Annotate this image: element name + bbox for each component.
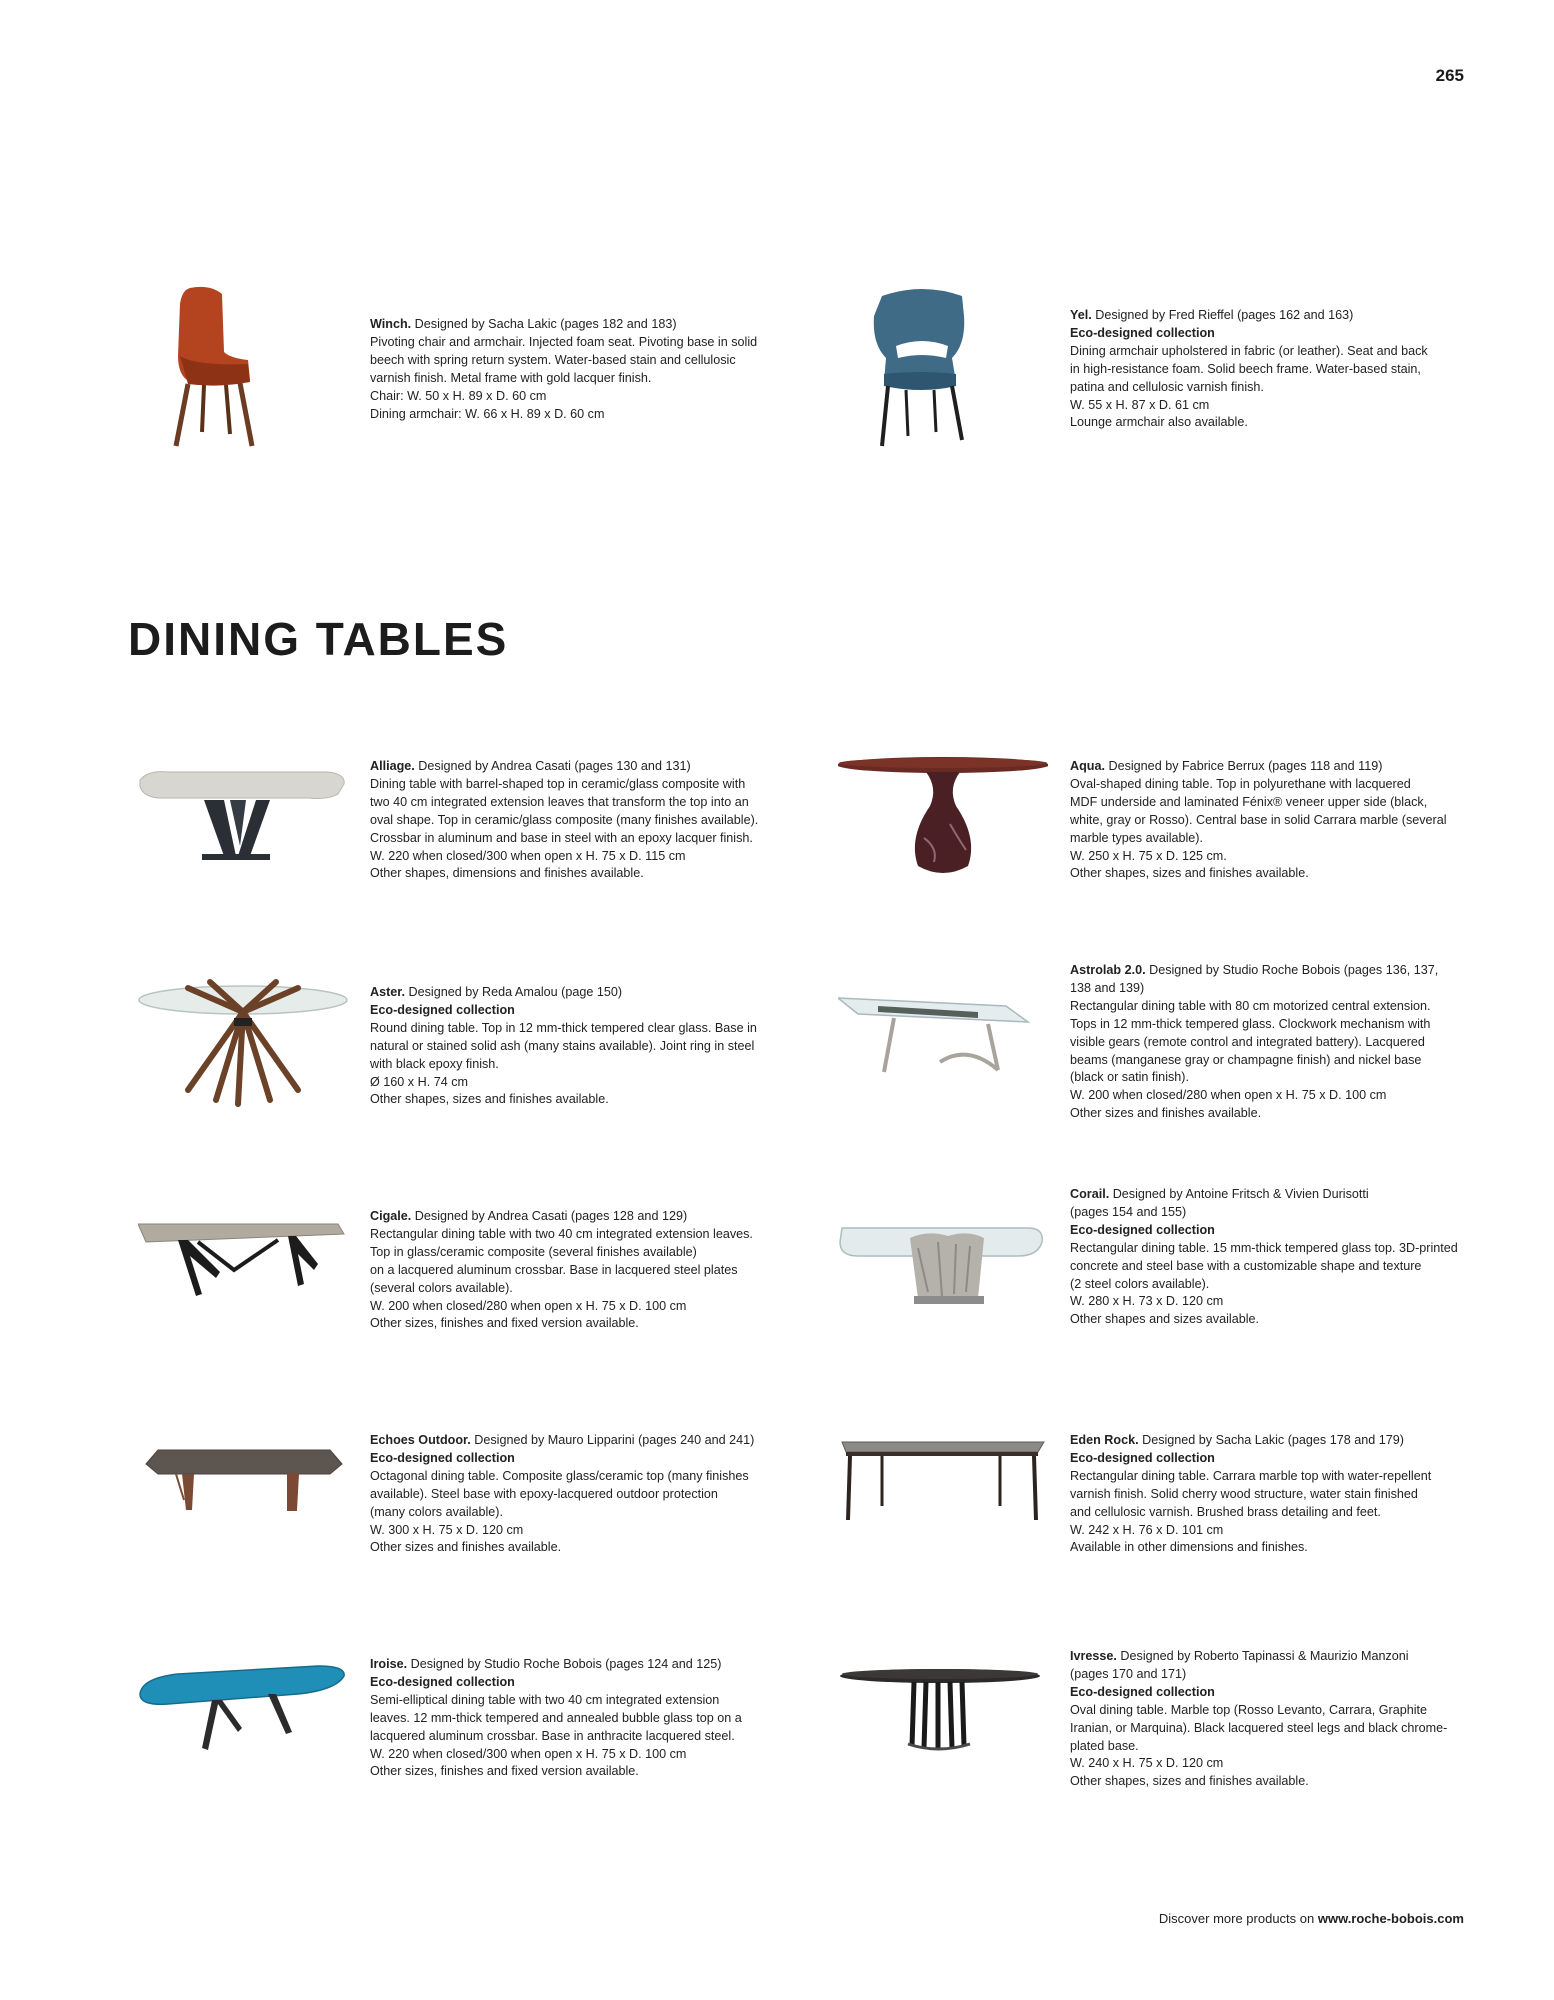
product-credit-cont: (pages 170 and 171) (1070, 1666, 1187, 1681)
desc-line: W. 280 x H. 73 x D. 120 cm (1070, 1294, 1224, 1309)
glass-concrete-table-image (838, 1186, 1048, 1366)
product-description (370, 1208, 778, 1333)
product-echoes-outdoor (138, 1410, 778, 1590)
product-credit-cont: 138 and 139) (1070, 980, 1145, 995)
desc-line: beams (manganese gray or champagne finish) and nickel base (1070, 1052, 1422, 1067)
page-number: 265 (1435, 66, 1464, 85)
product-winch (138, 286, 778, 466)
desc-line: W. 242 x H. 76 x D. 101 cm (1070, 1522, 1224, 1537)
section-title: DINING TABLES (128, 613, 509, 665)
product-name: Aster. (370, 985, 406, 999)
desc-line: Other shapes, sizes and finishes available. (1070, 866, 1309, 881)
product-credit: Designed by Sacha Lakic (pages 178 and 179) (1138, 1433, 1404, 1447)
product-description (370, 1656, 778, 1781)
product-description (1070, 962, 1478, 1123)
product-description (1070, 307, 1478, 432)
desc-line: Other shapes, sizes and finishes available. (370, 1092, 609, 1107)
desc-line: available). Steel base with epoxy-lacquered outdoor protection (370, 1486, 718, 1501)
desc-line: MDF underside and laminated Fénix® veneer upper side (black, (1070, 794, 1428, 809)
eco-label: Eco-designed collection (1070, 1222, 1215, 1237)
product-aqua (838, 738, 1478, 918)
eco-label: Eco-designed collection (370, 1002, 515, 1017)
desc-line: leaves. 12 mm-thick tempered and annealed bubble glass top on a (370, 1710, 742, 1725)
product-credit: Designed by Andrea Casati (pages 128 and 129) (411, 1209, 688, 1223)
eco-label: Eco-designed collection (1070, 1684, 1215, 1699)
marble-pedestal-table-image (838, 738, 1048, 918)
product-description (370, 758, 778, 883)
desc-line: W. 200 when closed/280 when open x H. 75 x D. 100 cm (1070, 1088, 1387, 1103)
desc-line: Iranian, or Marquina). Black lacquered steel legs and black chrome- (1070, 1720, 1448, 1735)
product-credit: Designed by Andrea Casati (pages 130 and 131) (414, 759, 691, 773)
desc-line: (2 steel colors available). (1070, 1276, 1210, 1291)
desc-line: Dining table with barrel-shaped top in ceramic/glass composite with (370, 776, 746, 791)
blue-glass-table-image (138, 1634, 348, 1814)
eco-label: Eco-designed collection (370, 1450, 515, 1465)
product-description (1070, 1186, 1478, 1329)
desc-line: W. 300 x H. 75 x D. 120 cm (370, 1522, 524, 1537)
product-credit: Designed by Mauro Lipparini (pages 240 and 241) (470, 1433, 755, 1447)
product-credit: Designed by Roberto Tapinassi & Maurizio Manzoni (1116, 1649, 1409, 1663)
desc-line: Rectangular dining table with 80 cm motorized central extension. (1070, 998, 1431, 1013)
footer-text: Discover more products on (1158, 1911, 1318, 1926)
desc-line: W. 220 when closed/300 when open x H. 75 x D. 100 cm (370, 1746, 687, 1761)
desc-line: Oval-shaped dining table. Top in polyurethane with lacquered (1070, 776, 1411, 791)
desc-line: white, gray or Rosso). Central base in solid Carrara marble (several (1070, 812, 1447, 827)
desc-line: W. 240 x H. 75 x D. 120 cm (1070, 1756, 1224, 1771)
product-name: Cigale. (370, 1209, 412, 1223)
oval-marble-table-image (838, 1634, 1048, 1814)
product-description (1070, 1432, 1478, 1557)
desc-line: on a lacquered aluminum crossbar. Base in lacquered steel plates (370, 1262, 738, 1277)
desc-line: W. 220 when closed/300 when open x H. 75 x D. 115 cm (370, 848, 686, 863)
product-credit: Designed by Reda Amalou (page 150) (405, 985, 623, 999)
desc-line: W. 200 when closed/280 when open x H. 75 x D. 100 cm (370, 1298, 687, 1313)
product-description (1070, 758, 1478, 883)
desc-line: Other shapes, sizes and finishes available. (1070, 1774, 1309, 1789)
desc-line: Dining armchair: W. 66 x H. 89 x D. 60 cm (370, 406, 605, 421)
desc-line: Other sizes, finishes and fixed version available. (370, 1764, 639, 1779)
desc-line: Rectangular dining table. Carrara marble top with water-repellent (1070, 1468, 1432, 1483)
desc-line: Other sizes and finishes available. (370, 1540, 562, 1555)
product-aster (138, 962, 778, 1142)
desc-line: Pivoting chair and armchair. Injected foam seat. Pivoting base in solid (370, 334, 758, 349)
desc-line: concrete and steel base with a customizable shape and texture (1070, 1258, 1422, 1273)
product-name: Winch. (370, 317, 412, 331)
product-credit: Designed by Studio Roche Bobois (pages 136, 137, (1145, 963, 1439, 977)
rectangular-table-image (138, 1186, 348, 1366)
footer (1159, 1911, 1464, 1926)
product-credit: Designed by Fred Rieffel (pages 162 and 163) (1091, 308, 1354, 322)
product-name: Echoes Outdoor. (370, 1433, 471, 1447)
desc-line: visible gears (remote control and integrated battery). Lacquered (1070, 1034, 1425, 1049)
desc-line: Octagonal dining table. Composite glass/ceramic top (many finishes (370, 1468, 749, 1483)
desc-line: Top in glass/ceramic composite (several finishes available) (370, 1244, 697, 1259)
product-description (1070, 1648, 1478, 1791)
octagonal-table-image (138, 1410, 348, 1590)
desc-line: Available in other dimensions and finishes. (1070, 1540, 1308, 1555)
product-name: Alliage. (370, 759, 415, 773)
eco-label: Eco-designed collection (1070, 1450, 1215, 1465)
website-link[interactable]: www.roche-bobois.com (1317, 1911, 1464, 1926)
desc-line: varnish finish. Solid cherry wood structure, water stain finished (1070, 1486, 1418, 1501)
desc-line: Other shapes, dimensions and finishes available. (370, 866, 644, 881)
product-iroise (138, 1634, 778, 1814)
product-cigale (138, 1186, 778, 1366)
product-alliage (138, 738, 778, 918)
product-name: Iroise. (370, 1657, 408, 1671)
product-ivresse (838, 1634, 1478, 1814)
desc-line: W. 55 x H. 87 x D. 61 cm (1070, 397, 1210, 412)
product-credit: Designed by Fabrice Berrux (pages 118 and 119) (1104, 759, 1383, 773)
desc-line: with black epoxy finish. (370, 1056, 499, 1071)
product-name: Aqua. (1070, 759, 1105, 773)
marble-top-table-image (838, 1410, 1048, 1590)
desc-line: in high-resistance foam. Solid beech frame. Water-based stain, (1070, 361, 1421, 376)
product-corail (838, 1186, 1478, 1366)
eco-label: Eco-designed collection (1070, 325, 1215, 340)
desc-line: Round dining table. Top in 12 mm-thick tempered clear glass. Base in (370, 1020, 757, 1035)
product-credit: Designed by Studio Roche Bobois (pages 124 and 125) (407, 1657, 722, 1671)
desc-line: Other shapes and sizes available. (1070, 1312, 1260, 1327)
round-glass-table-image (138, 962, 348, 1142)
product-description (370, 316, 778, 423)
product-credit: Designed by Sacha Lakic (pages 182 and 183) (411, 317, 677, 331)
eco-label: Eco-designed collection (370, 1674, 515, 1689)
desc-line: Lounge armchair also available. (1070, 415, 1248, 430)
desc-line: Oval dining table. Marble top (Rosso Levanto, Carrara, Graphite (1070, 1702, 1428, 1717)
desc-line: marble types available). (1070, 830, 1203, 845)
product-description (370, 1432, 778, 1557)
desc-line: W. 250 x H. 75 x D. 125 cm. (1070, 848, 1227, 863)
desc-line: Crossbar in aluminum and base in steel with an epoxy lacquer finish. (370, 830, 753, 845)
desc-line: plated base. (1070, 1738, 1139, 1753)
desc-line: Other sizes, finishes and fixed version available. (370, 1316, 639, 1331)
product-credit: Designed by Antoine Fritsch & Vivien Durisotti (1109, 1187, 1369, 1201)
desc-line: oval shape. Top in ceramic/glass composite (many finishes available). (370, 812, 759, 827)
product-credit-cont: (pages 154 and 155) (1070, 1204, 1187, 1219)
desc-line: beech with spring return system. Water-based stain and cellulosic (370, 352, 736, 367)
desc-line: (many colors available). (370, 1504, 503, 1519)
product-description (370, 984, 778, 1109)
desc-line: varnish finish. Metal frame with gold lacquer finish. (370, 370, 652, 385)
product-name: Ivresse. (1070, 1649, 1117, 1663)
product-yel (838, 286, 1478, 466)
desc-line: patina and cellulosic varnish finish. (1070, 379, 1264, 394)
desc-line: (black or satin finish). (1070, 1070, 1189, 1085)
orange-chair-image (138, 286, 348, 466)
desc-line: Other sizes and finishes available. (1070, 1106, 1262, 1121)
desc-line: Rectangular dining table with two 40 cm integrated extension leaves. (370, 1226, 753, 1241)
desc-line: (several colors available). (370, 1280, 513, 1295)
desc-line: Ø 160 x H. 74 cm (370, 1074, 468, 1089)
product-name: Yel. (1070, 308, 1092, 322)
product-name: Astrolab 2.0. (1070, 963, 1146, 977)
extending-glass-table-image (838, 962, 1048, 1142)
desc-line: two 40 cm integrated extension leaves that transform the top into an (370, 794, 749, 809)
product-eden-rock (838, 1410, 1478, 1590)
product-name: Corail. (1070, 1187, 1110, 1201)
product-astrolab (838, 962, 1478, 1142)
desc-line: and cellulosic varnish. Brushed brass detailing and feet. (1070, 1504, 1381, 1519)
product-name: Eden Rock. (1070, 1433, 1139, 1447)
desc-line: Chair: W. 50 x H. 89 x D. 60 cm (370, 388, 547, 403)
desc-line: lacquered aluminum crossbar. Base in anthracite lacquered steel. (370, 1728, 735, 1743)
barrel-table-image (138, 738, 348, 918)
desc-line: Tops in 12 mm-thick tempered glass. Clockwork mechanism with (1070, 1016, 1431, 1031)
blue-armchair-image (838, 286, 1048, 466)
desc-line: natural or stained solid ash (many stains available). Joint ring in steel (370, 1038, 755, 1053)
desc-line: Rectangular dining table. 15 mm-thick tempered glass top. 3D-printed (1070, 1240, 1458, 1255)
desc-line: Semi-elliptical dining table with two 40 cm integrated extension (370, 1692, 720, 1707)
desc-line: Dining armchair upholstered in fabric (or leather). Seat and back (1070, 343, 1428, 358)
